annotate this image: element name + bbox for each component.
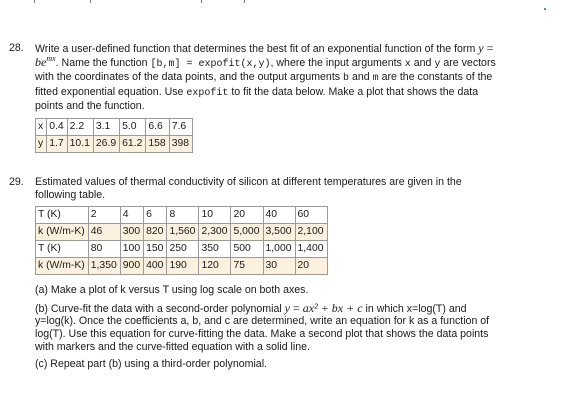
table-cell: 10 — [199, 207, 231, 224]
table-cell: 20 — [295, 258, 327, 275]
problem-number: 28. — [9, 42, 24, 54]
table-cell: 46 — [88, 224, 120, 241]
problem-body — [35, 42, 505, 153]
table-cell: 80 — [88, 241, 120, 258]
table-cell: 400 — [144, 258, 167, 275]
table-row — [36, 258, 328, 275]
table-cell: 1.7 — [47, 135, 67, 152]
table-cell: 30 — [263, 258, 295, 275]
table-cell: 1,000 — [263, 241, 295, 258]
table-cell: 250 — [167, 241, 199, 258]
table-row — [36, 118, 193, 135]
table-cell: 75 — [231, 258, 263, 275]
polynomial-formula: y = ax² + bx + c — [284, 300, 363, 315]
cropped-mark — [90, 0, 91, 3]
expofit-code: expofit — [186, 87, 229, 99]
part-a: (a) Make a plot of k versus T using log scale on both axes. — [35, 284, 309, 297]
problem-statement: Write a user-defined function that determines the best fit of an exponential function of the form $y = be^{mx}$. Name the function [b,m] = expofit(x,y), where the input arguments x and y are vectors with the coordinates of the data points, and the output arguments b and m are the constants of the fitted exponential equation. Use expofit to fit the data below. Make a plot that shows the data points and the function. — [35, 41, 496, 113]
table-cell: 150 — [144, 241, 167, 258]
table-cell: 300 — [120, 224, 143, 241]
table-cell: 20 — [231, 207, 263, 224]
table-cell: 900 — [120, 258, 143, 275]
table-cell: 4 — [120, 207, 143, 224]
table-cell: 5,000 — [231, 224, 263, 241]
table-cell: 120 — [199, 258, 231, 275]
table-cell: 2,300 — [199, 224, 231, 241]
cropped-mark — [34, 0, 35, 3]
row-header-cell: k (W/m-K) — [36, 258, 89, 275]
table-cell: 26.9 — [93, 135, 119, 152]
problem-body — [35, 176, 505, 376]
row-header-cell: y — [36, 135, 47, 152]
table-cell: 3.1 — [93, 118, 119, 135]
table-cell: 6 — [144, 207, 167, 224]
table-cell: 8 — [167, 207, 199, 224]
row-header-cell: k (W/m-K) — [36, 224, 89, 241]
cropped-previous-content — [8, 0, 548, 6]
table-row — [36, 207, 328, 224]
table-cell: 60 — [295, 207, 327, 224]
conductivity-table — [35, 206, 328, 275]
table-cell: 3,500 — [263, 224, 295, 241]
table-cell: 500 — [231, 241, 263, 258]
table-row — [36, 241, 328, 258]
function-signature: [b,m] = expofit(x,y) — [150, 58, 271, 70]
table-cell: 820 — [144, 224, 167, 241]
table-cell: 61.2 — [120, 135, 146, 152]
table-cell: 7.6 — [169, 118, 192, 135]
problem-parts — [35, 284, 505, 371]
row-header-cell: T (K) — [36, 241, 89, 258]
table-cell: 10.1 — [67, 135, 93, 152]
problem-intro: Estimated values of thermal conductivity of silicon at different temperatures are given in the following table. — [35, 176, 462, 201]
exponential-formula: $y = be^{mx}$ — [35, 41, 494, 69]
table-cell: 2 — [88, 207, 120, 224]
row-header-cell: T (K) — [36, 207, 89, 224]
cropped-mark — [201, 0, 202, 3]
table-cell: 2,100 — [295, 224, 327, 241]
table-cell: 5.0 — [120, 118, 146, 135]
table-cell: 1,400 — [295, 241, 327, 258]
part-b: (b) Curve-fit the data with a second-order polynomial y = ax² + bx + c in which x=log(T) and y=log(k). Once the coefficients a, b, and c are determined, write an equation for k as a function of log(T). Use this equation for curve-fitting the data. Make a second plot that shows the data points with markers and the curve-fitted equation with a solid line. — [35, 300, 490, 353]
table-cell: 350 — [199, 241, 231, 258]
table-cell: 1,350 — [88, 258, 120, 275]
table-cell: 100 — [120, 241, 143, 258]
corner-dot — [544, 8, 546, 10]
table-cell: 190 — [167, 258, 199, 275]
table-cell: 2.2 — [67, 118, 93, 135]
table-cell: 6.6 — [146, 118, 169, 135]
row-header-cell: x — [36, 118, 47, 135]
table-cell: 158 — [146, 135, 169, 152]
part-c: (c) Repeat part (b) using a third-order polynomial. — [35, 358, 267, 371]
table-row — [36, 135, 193, 152]
problem-number: 29. — [9, 176, 24, 188]
table-cell: 1,560 — [167, 224, 199, 241]
table-cell: 40 — [263, 207, 295, 224]
table-cell: 398 — [169, 135, 192, 152]
cropped-mark — [244, 0, 245, 3]
data-table-28 — [35, 118, 193, 153]
table-row — [36, 224, 328, 241]
table-cell: 0.4 — [47, 118, 67, 135]
